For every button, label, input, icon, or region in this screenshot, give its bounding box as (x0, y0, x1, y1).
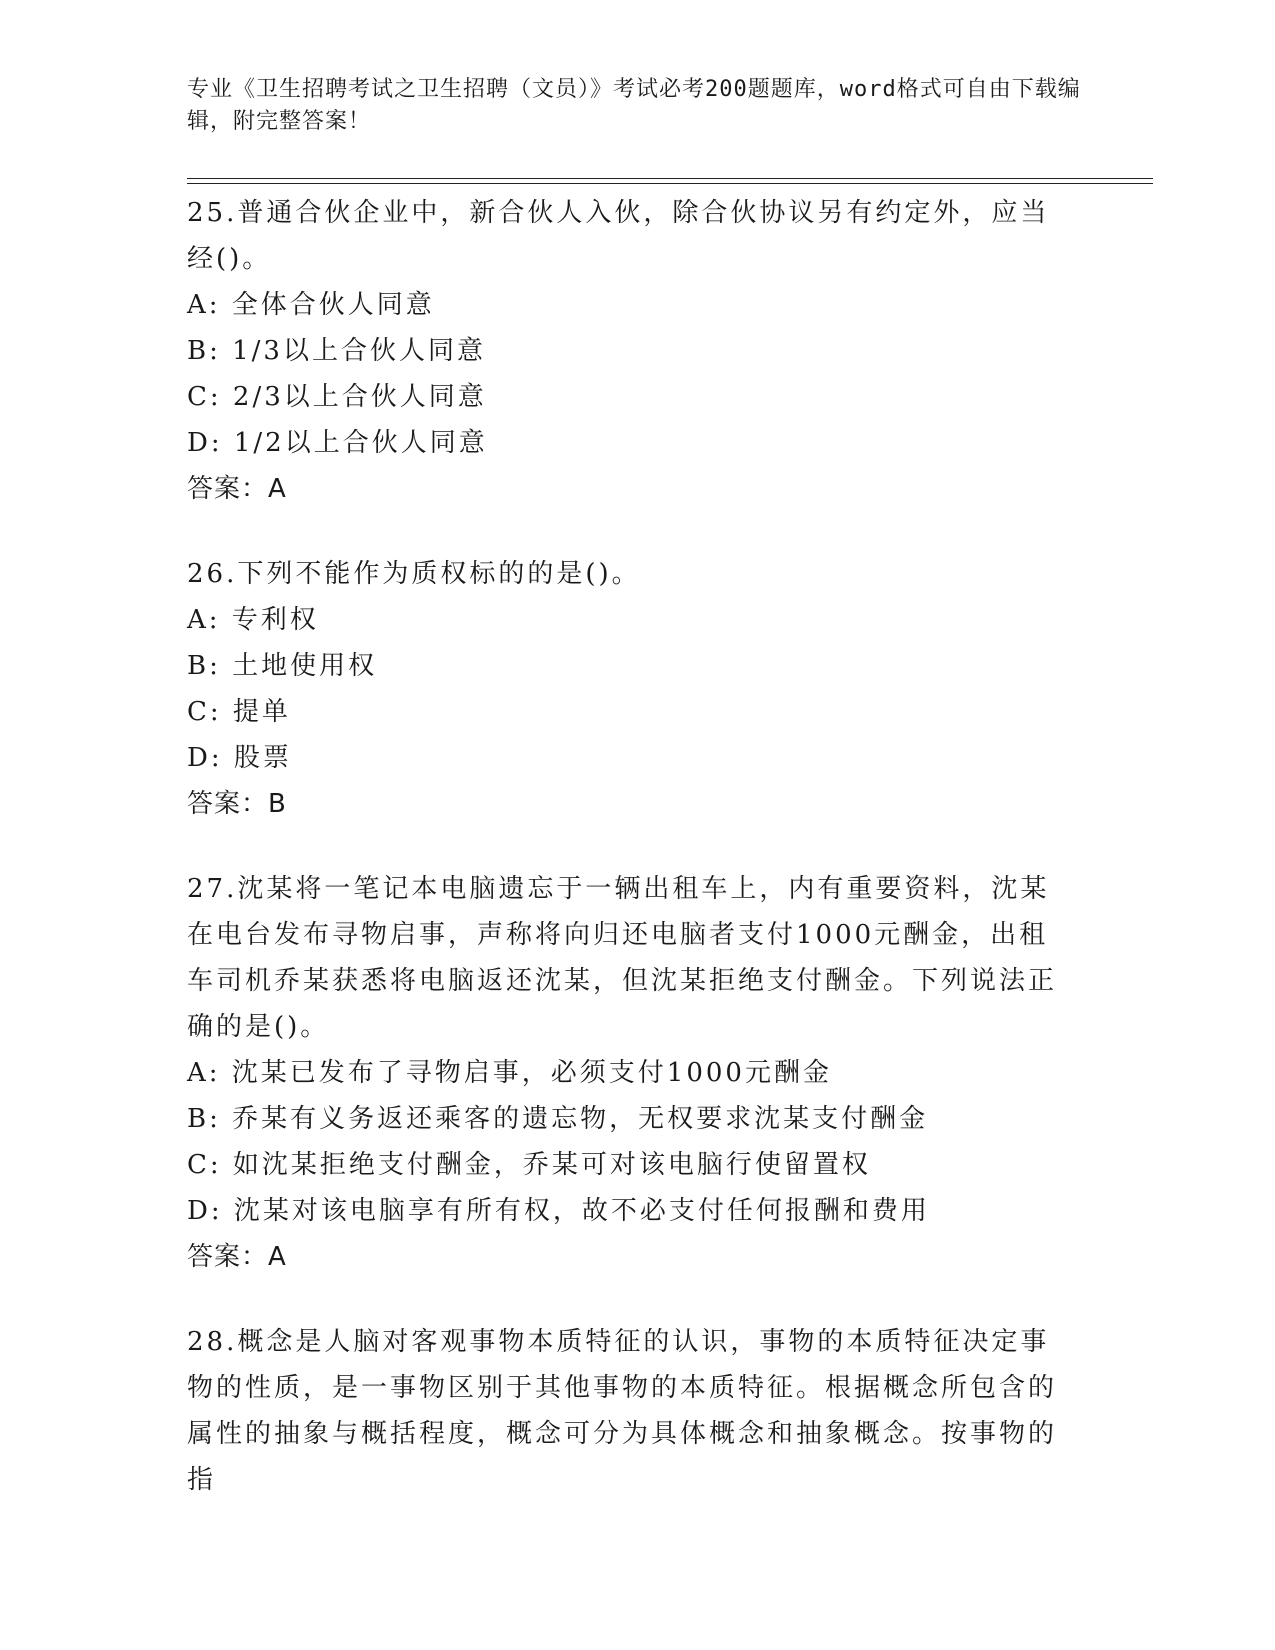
option-b: B: 乔某有义务返还乘客的遗忘物，无权要求沈某支付酬金 (187, 1104, 929, 1134)
answer: 答案：A (187, 474, 287, 504)
option-b: B: 1/3以上合伙人同意 (187, 336, 486, 366)
option-a: A: 专利权 (187, 605, 319, 635)
option-c: C: 2/3以上合伙人同意 (187, 382, 487, 412)
question-list (187, 190, 1067, 1542)
document-header: 专业《卫生招聘考试之卫生招聘（文员）》考试必考200题题库，word格式可自由下载编辑，附完整答案！ (187, 77, 1081, 134)
option-a: A: 全体合伙人同意 (187, 290, 435, 320)
question-26 (187, 551, 1067, 827)
option-c: C: 提单 (187, 697, 291, 727)
option-d: D: 1/2以上合伙人同意 (187, 428, 488, 458)
answer: 答案：B (187, 789, 287, 819)
option-d: D: 股票 (187, 743, 292, 773)
question-28 (187, 1319, 1067, 1503)
question-stem: 26.下列不能作为质权标的的是()。 (187, 559, 641, 589)
question-stem: 25.普通合伙企业中，新合伙人入伙，除合伙协议另有约定外，应当经()。 (187, 198, 1050, 274)
option-b: B: 土地使用权 (187, 651, 378, 681)
option-a: A: 沈某已发布了寻物启事，必须支付1000元酬金 (187, 1058, 832, 1088)
question-stem: 27.沈某将一笔记本电脑遗忘于一辆出租车上，内有重要资料，沈某在电台发布寻物启事，声称将向归还电脑者支付1000元酬金，出租车司机乔某获悉将电脑返还沈某，但沈某拒绝支付酬金。下列说法正确的是()。 (187, 874, 1058, 1042)
header-divider-top (187, 178, 1153, 179)
option-d: D: 沈某对该电脑享有所有权，故不必支付任何报酬和费用 (187, 1196, 930, 1226)
question-27 (187, 866, 1067, 1280)
option-c: C: 如沈某拒绝支付酬金，乔某可对该电脑行使留置权 (187, 1150, 871, 1180)
question-25 (187, 190, 1067, 512)
question-stem: 28.概念是人脑对客观事物本质特征的认识，事物的本质特征决定事物的性质，是一事物区别于其他事物的本质特征。根据概念所包含的属性的抽象与概括程度，概念可分为具体概念和抽象概念。按事物的指 (187, 1327, 1058, 1495)
answer: 答案：A (187, 1242, 287, 1272)
header-divider-bottom (187, 183, 1153, 184)
